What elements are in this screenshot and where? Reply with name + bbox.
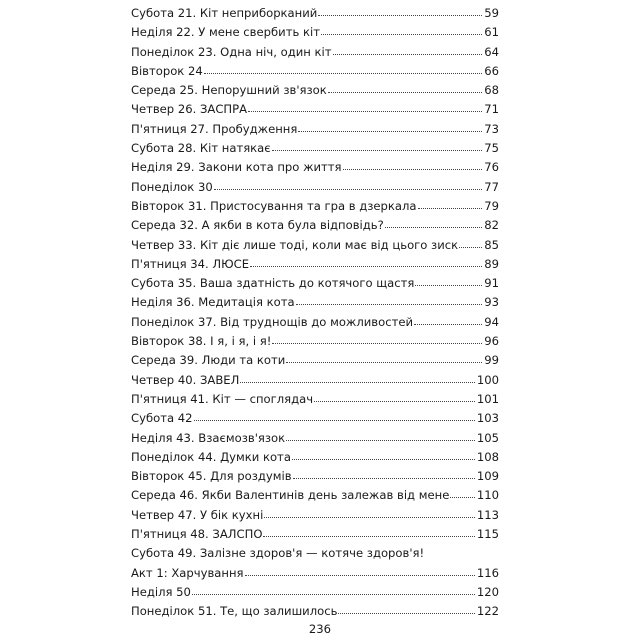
toc-entry-title: Понеділок 44. Думки кота bbox=[131, 449, 291, 464]
toc-entry-title: Середа 32. А якби в кота була відповідь? bbox=[131, 218, 384, 233]
dot-leader bbox=[292, 458, 475, 460]
toc-entry-title: Неділя 36. Медитація кота bbox=[131, 295, 295, 310]
toc-entry bbox=[131, 4, 499, 23]
toc-entry-title: Понеділок 30 bbox=[131, 179, 213, 194]
toc-entry-title: Середа 46. Якби Валентинів день залежав від мене bbox=[131, 488, 450, 503]
dot-leader bbox=[314, 400, 475, 402]
toc-entry-title: Четвер 40. ЗАВЕЛ bbox=[131, 372, 240, 387]
toc-entry bbox=[131, 313, 499, 332]
dot-leader bbox=[240, 381, 475, 383]
toc-entry bbox=[131, 525, 499, 544]
dot-leader bbox=[245, 574, 475, 576]
toc-entry-page: 116 bbox=[476, 565, 499, 580]
toc-entry bbox=[131, 216, 499, 235]
dot-leader bbox=[415, 284, 482, 286]
toc-entry-page: 101 bbox=[476, 391, 499, 406]
toc-entry-title: Четвер 33. Кіт діє лише тоді, коли має від цього зиск bbox=[131, 237, 459, 252]
toc-entry-page: 64 bbox=[484, 44, 499, 59]
toc-entry-title: Неділя 43. Взаємозв'язок bbox=[131, 430, 286, 445]
toc-entry-page: 61 bbox=[484, 25, 499, 40]
toc-entry-title: Четвер 26. ЗАСПРА bbox=[131, 102, 248, 117]
toc-entry bbox=[131, 23, 499, 42]
toc-entry bbox=[131, 467, 499, 486]
toc-entry bbox=[131, 62, 499, 81]
toc-entry-page: 122 bbox=[476, 604, 499, 619]
toc-entry-title: Субота 21. Кіт неприборканий bbox=[131, 6, 318, 20]
dot-leader bbox=[338, 612, 474, 614]
toc-entry-page: 103 bbox=[476, 411, 499, 426]
toc-entry-page: 75 bbox=[484, 141, 499, 156]
toc-entry-page: 71 bbox=[484, 102, 499, 117]
toc-entry-title: Понеділок 23. Одна ніч, один кіт bbox=[131, 44, 332, 59]
dot-leader bbox=[321, 33, 482, 35]
toc-entry-title: Понеділок 51. Те, що залишилось bbox=[131, 604, 338, 619]
toc-entry bbox=[131, 409, 499, 428]
dot-leader bbox=[333, 53, 483, 55]
dot-leader bbox=[192, 593, 475, 595]
toc-entry-title: Субота 49. Залізне здоров'я — котяче здоров'я! bbox=[131, 546, 425, 561]
toc-entry-page: 100 bbox=[476, 372, 499, 387]
toc-entry bbox=[131, 158, 499, 177]
toc-entry-title: П'ятниця 34. ЛЮСЕ bbox=[131, 256, 250, 271]
toc-entry-title: Вівторок 38. І я, і я, і я! bbox=[131, 334, 272, 349]
toc-entry-title: Субота 28. Кіт натякає bbox=[131, 141, 271, 156]
toc-entry-page: 110 bbox=[476, 488, 499, 503]
dot-leader bbox=[459, 246, 482, 248]
toc-entry bbox=[131, 506, 499, 525]
toc-entry-title: Четвер 47. У бік кухні bbox=[131, 507, 264, 522]
toc-entry-page: 91 bbox=[484, 276, 499, 291]
toc-entry-page: 113 bbox=[476, 507, 499, 522]
toc-entry bbox=[131, 332, 499, 351]
toc-entry-title: Субота 35. Ваша здатність до котячого щастя bbox=[131, 276, 415, 291]
dot-leader bbox=[272, 342, 482, 344]
toc-entry-page: 79 bbox=[484, 198, 499, 213]
dot-leader bbox=[286, 361, 482, 363]
toc-entry-title: Середа 39. Люди та коти bbox=[131, 353, 286, 368]
toc-entry-title: Акт 1: Харчування bbox=[131, 565, 244, 580]
toc-entry-page: 59 bbox=[484, 6, 499, 20]
toc-entry-title: П'ятниця 41. Кіт — споглядач bbox=[131, 391, 314, 406]
dot-leader bbox=[263, 535, 474, 537]
dot-leader bbox=[418, 207, 483, 209]
toc-entry bbox=[131, 448, 499, 467]
toc-entry-page: 109 bbox=[476, 469, 499, 484]
dot-leader bbox=[450, 496, 475, 498]
toc-entry-page: 115 bbox=[476, 527, 499, 542]
toc-entry-page: 76 bbox=[484, 160, 499, 175]
dot-leader bbox=[194, 419, 475, 421]
toc-entry-title: Субота 42 bbox=[131, 411, 193, 426]
toc-entry-page: 96 bbox=[484, 334, 499, 349]
dot-leader bbox=[286, 439, 475, 441]
dot-leader bbox=[293, 477, 475, 479]
toc-entry-title: Вівторок 31. Пристосування та гра в дзеркала bbox=[131, 198, 417, 213]
dot-leader bbox=[343, 168, 483, 170]
dot-leader bbox=[318, 14, 482, 16]
toc-entry-page: 99 bbox=[484, 353, 499, 368]
dot-leader bbox=[328, 91, 482, 93]
toc-entry-page: 66 bbox=[484, 63, 499, 78]
toc-entry bbox=[131, 43, 499, 62]
toc-entry-title: Понеділок 37. Від труднощів до можливостей bbox=[131, 314, 414, 329]
toc-entry-page: 93 bbox=[484, 295, 499, 310]
dot-leader bbox=[272, 149, 483, 151]
table-of-contents bbox=[131, 4, 499, 622]
dot-leader bbox=[264, 516, 475, 518]
toc-entry-title: П'ятниця 27. Пробудження bbox=[131, 121, 298, 136]
toc-entry-title: Середа 25. Непорушний зв'язок bbox=[131, 83, 327, 98]
toc-entry-page: 89 bbox=[484, 256, 499, 271]
toc-entry bbox=[131, 602, 499, 621]
toc-entry-title: Неділя 29. Закони кота про життя bbox=[131, 160, 342, 175]
toc-entry-page: 77 bbox=[484, 179, 499, 194]
toc-entry-title: П'ятниця 48. ЗАЛСПО bbox=[131, 527, 263, 542]
toc-entry bbox=[131, 139, 499, 158]
toc-entry bbox=[131, 544, 499, 563]
toc-entry bbox=[131, 81, 499, 100]
dot-leader bbox=[414, 323, 482, 325]
toc-entry-page: 105 bbox=[476, 430, 499, 445]
dot-leader bbox=[296, 303, 483, 305]
toc-entry bbox=[131, 564, 499, 583]
toc-entry bbox=[131, 371, 499, 390]
toc-entry-title: Вівторок 24 bbox=[131, 63, 203, 78]
toc-entry-page: 73 bbox=[484, 121, 499, 136]
toc-entry bbox=[131, 351, 499, 370]
dot-leader bbox=[385, 226, 482, 228]
toc-entry bbox=[131, 236, 499, 255]
toc-entry bbox=[131, 120, 499, 139]
toc-entry-page: 94 bbox=[484, 314, 499, 329]
toc-entry-page: 82 bbox=[484, 218, 499, 233]
page-number: 236 bbox=[308, 622, 332, 636]
toc-entry bbox=[131, 255, 499, 274]
toc-entry bbox=[131, 293, 499, 312]
toc-entry-title: Вівторок 45. Для роздумів bbox=[131, 469, 292, 484]
dot-leader bbox=[204, 72, 482, 74]
toc-entry-title: Неділя 22. У мене свербить кіт bbox=[131, 25, 320, 40]
dot-leader bbox=[248, 110, 482, 112]
toc-entry-page: 85 bbox=[484, 237, 499, 252]
toc-entry bbox=[131, 583, 499, 602]
toc-entry bbox=[131, 100, 499, 119]
toc-entry bbox=[131, 178, 499, 197]
toc-entry bbox=[131, 390, 499, 409]
toc-entry-page: 68 bbox=[484, 83, 499, 98]
toc-entry bbox=[131, 429, 499, 448]
dot-leader bbox=[298, 130, 482, 132]
toc-entry-page: 108 bbox=[476, 449, 499, 464]
toc-entry bbox=[131, 274, 499, 293]
toc-entry bbox=[131, 197, 499, 216]
toc-entry-page: 120 bbox=[476, 584, 499, 599]
dot-leader bbox=[214, 188, 483, 190]
toc-entry bbox=[131, 486, 499, 505]
toc-entry-title: Неділя 50 bbox=[131, 584, 191, 599]
dot-leader bbox=[250, 265, 482, 267]
